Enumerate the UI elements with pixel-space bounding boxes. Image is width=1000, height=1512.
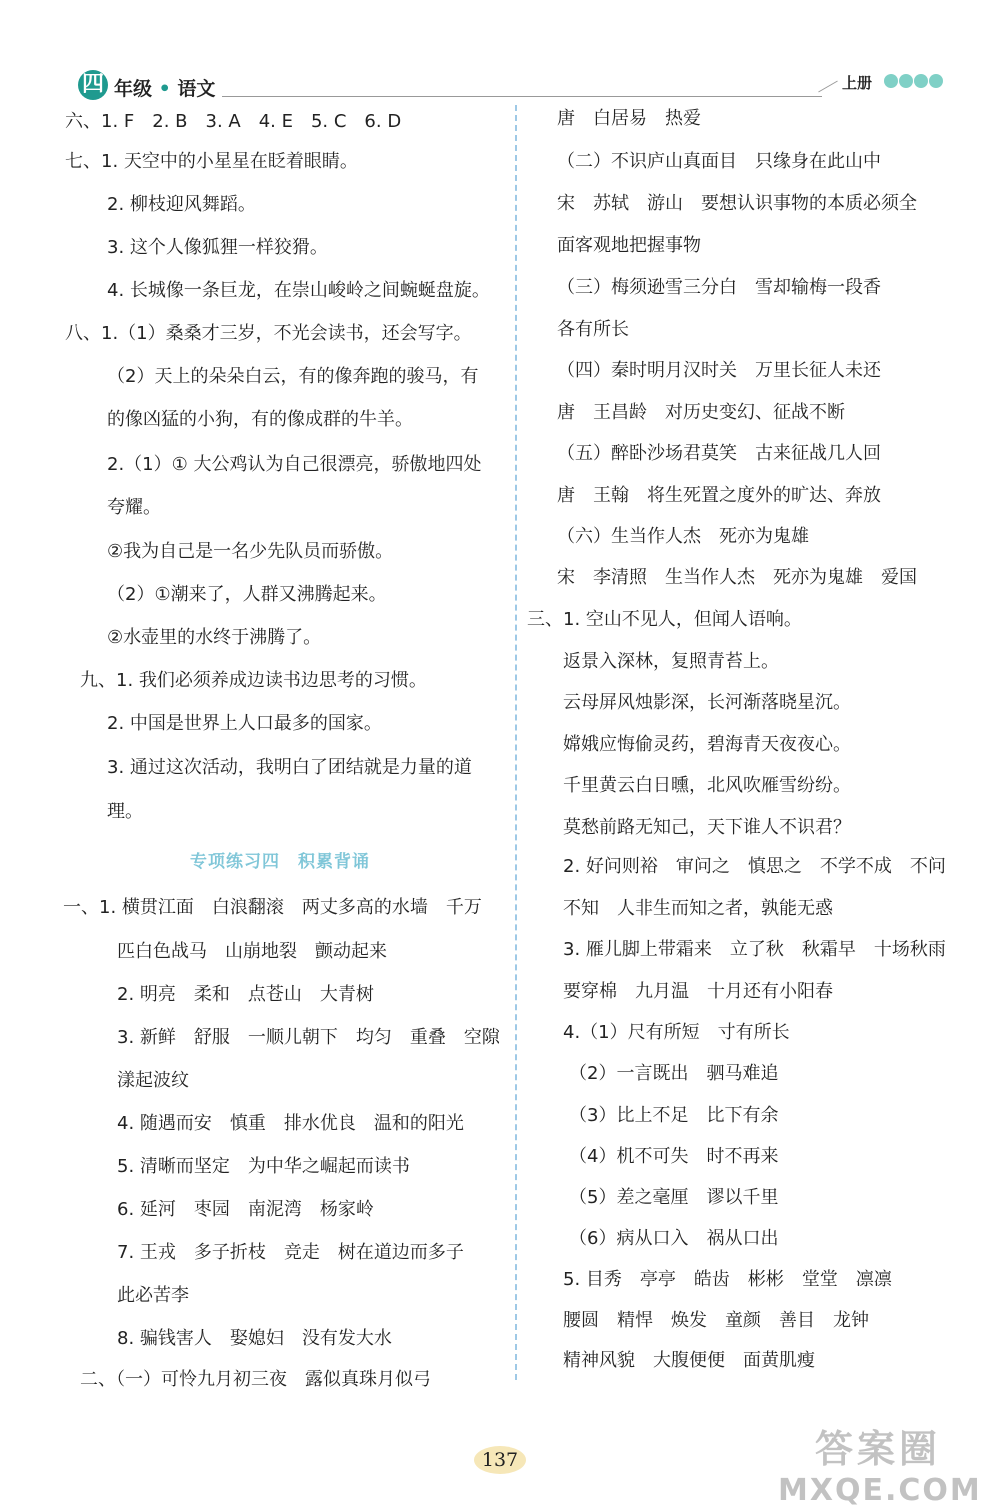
watermark-url: MXQE.COM [778, 1473, 982, 1508]
answer-line: 宋 李清照 生当作人杰 死亦为鬼雄 爱国 [557, 567, 917, 588]
answer-line: 5. 清晰而坚定 为中华之崛起而读书 [117, 1156, 410, 1177]
answer-line: （五）醉卧沙场君莫笑 古来征战几人回 [557, 443, 881, 464]
answer-line: 8. 骗钱害人 娶媳妇 没有发大水 [117, 1328, 392, 1349]
answer-line: （5）差之毫厘 谬以千里 [569, 1187, 779, 1208]
answer-line: 九、1. 我们必须养成边读书边思考的习惯。 [80, 670, 427, 691]
answer-line: 唐 白居易 热爱 [557, 108, 701, 129]
answer-line: 3. 新鲜 舒服 一顺儿朝下 均匀 重叠 空隙 [117, 1027, 500, 1048]
separator-dot: • [158, 78, 171, 100]
answer-line: 千里黄云白日曛，北风吹雁雪纷纷。 [563, 775, 851, 796]
answer-line: 此必苦李 [117, 1285, 189, 1306]
answer-line: 4. 长城像一条巨龙，在崇山峻岭之间蜿蜒盘旋。 [107, 280, 490, 301]
answer-line: 宋 苏轼 游山 要想认识事物的本质必须全 [557, 193, 917, 214]
answer-line: （2）天上的朵朵白云，有的像奔跑的骏马，有 [107, 366, 479, 387]
circle-icon [899, 74, 913, 88]
answer-line: （3）比上不足 比下有余 [569, 1105, 779, 1126]
subject-label: 语文 [177, 78, 216, 100]
page-header [72, 66, 942, 102]
answer-line: 六、1. F 2. B 3. A 4. E 5. C 6. D [65, 111, 402, 132]
answer-line: （2）一言既出 驷马难追 [569, 1063, 779, 1084]
answer-line: 的像凶猛的小狗，有的像成群的牛羊。 [107, 409, 413, 430]
volume-label: 上册 [842, 74, 873, 92]
answer-line: 3. 这个人像狐狸一样狡猾。 [107, 237, 328, 258]
answer-line: 各有所长 [557, 319, 629, 340]
answer-line: 2.（1）① 大公鸡认为自己很漂亮，骄傲地四处 [107, 454, 482, 475]
answer-line: 唐 王翰 将生死置之度外的旷达、奔放 [557, 485, 881, 506]
circle-icon [914, 74, 928, 88]
answer-line: 三、1. 空山不见人，但闻人语响。 [527, 609, 802, 630]
answer-line: （4）机不可失 时不再来 [569, 1146, 779, 1167]
answer-line: 4. 随遇而安 慎重 排水优良 温和的阳光 [117, 1113, 464, 1134]
answer-line: 7. 王戎 多子折枝 竞走 树在道边而多子 [117, 1242, 464, 1263]
answer-line: 2. 明亮 柔和 点苍山 大青树 [117, 984, 374, 1005]
grade-label: 年级 [114, 78, 153, 100]
answer-line: 莫愁前路无知己，天下谁人不识君？ [563, 817, 851, 838]
answer-line: （2）①潮来了，人群又沸腾起来。 [107, 584, 387, 605]
answer-line: 返景入深林，复照青苔上。 [563, 651, 779, 672]
answer-line: 精神风貌 大腹便便 面黄肌瘦 [563, 1350, 815, 1371]
answer-line: 2. 中国是世界上人口最多的国家。 [107, 713, 382, 734]
answer-line: 2. 好问则裕 审问之 慎思之 不学不成 不问 [563, 856, 946, 877]
circle-icon [929, 74, 943, 88]
answer-line: 5. 目秀 亭亭 皓齿 彬彬 堂堂 凛凛 [563, 1269, 892, 1290]
answer-line: 4.（1）尺有所短 寸有所长 [563, 1022, 790, 1043]
answer-line: 云母屏风烛影深，长河渐落晓星沉。 [563, 692, 851, 713]
column-divider [515, 105, 517, 1380]
answer-line: （三）梅须逊雪三分白 雪却输梅一段香 [557, 277, 881, 298]
answer-line: 3. 雁儿脚上带霜来 立了秋 秋霜早 十场秋雨 [563, 939, 946, 960]
answer-line: 3. 通过这次活动，我明白了团结就是力量的道 [107, 757, 472, 778]
header-rule-slash [818, 81, 838, 93]
grade-badge: 四 [78, 70, 108, 100]
answer-line: （四）秦时明月汉时关 万里长征人未还 [557, 360, 881, 381]
answer-line: 漾起波纹 [117, 1070, 189, 1091]
answer-line: 腰圆 精悍 焕发 童颜 善目 龙钟 [563, 1310, 869, 1331]
answer-line: 理。 [107, 801, 143, 822]
watermark-top: 答案圈 [814, 1427, 941, 1471]
answer-line: ②水壶里的水终于沸腾了。 [107, 627, 322, 648]
section-title: 专项练习四 积累背诵 [190, 852, 370, 872]
watermark-logo [778, 1418, 982, 1508]
decorative-circles [884, 74, 943, 90]
answer-line: ②我为自己是一名少先队员而骄傲。 [107, 541, 394, 562]
answer-line: 面客观地把握事物 [557, 235, 701, 256]
answer-line: （6）病从口入 祸从口出 [569, 1228, 779, 1249]
answer-line: 匹白色战马 山崩地裂 颤动起来 [117, 941, 387, 962]
answer-line: 要穿棉 九月温 十月还有小阳春 [563, 981, 833, 1002]
answer-line: 一、1. 横贯江面 白浪翻滚 两丈多高的水墙 千万 [63, 897, 482, 918]
answer-line: 2. 柳枝迎风舞蹈。 [107, 194, 256, 215]
answer-line: （二）不识庐山真面目 只缘身在此山中 [557, 151, 881, 172]
answer-line: 夸耀。 [107, 497, 161, 518]
answer-line: 唐 王昌龄 对历史变幻、征战不断 [557, 402, 845, 423]
answer-line: 6. 延河 枣园 南泥湾 杨家岭 [117, 1199, 374, 1220]
answer-line: 七、1. 天空中的小星星在眨着眼睛。 [65, 151, 358, 172]
grade-subject-label [114, 74, 215, 101]
answer-line: 嫦娥应悔偷灵药，碧海青天夜夜心。 [563, 734, 851, 755]
answer-line: 不知 人非生而知之者，孰能无惑 [563, 898, 833, 919]
page-number: 137 [474, 1442, 526, 1478]
header-rule [222, 96, 822, 97]
answer-line: （六）生当作人杰 死亦为鬼雄 [557, 526, 809, 547]
circle-icon [884, 74, 898, 88]
answer-line: 八、1.（1）桑桑才三岁，不光会读书，还会写字。 [65, 323, 472, 344]
answer-line: 二、（一）可怜九月初三夜 露似真珠月似弓 [80, 1369, 431, 1390]
